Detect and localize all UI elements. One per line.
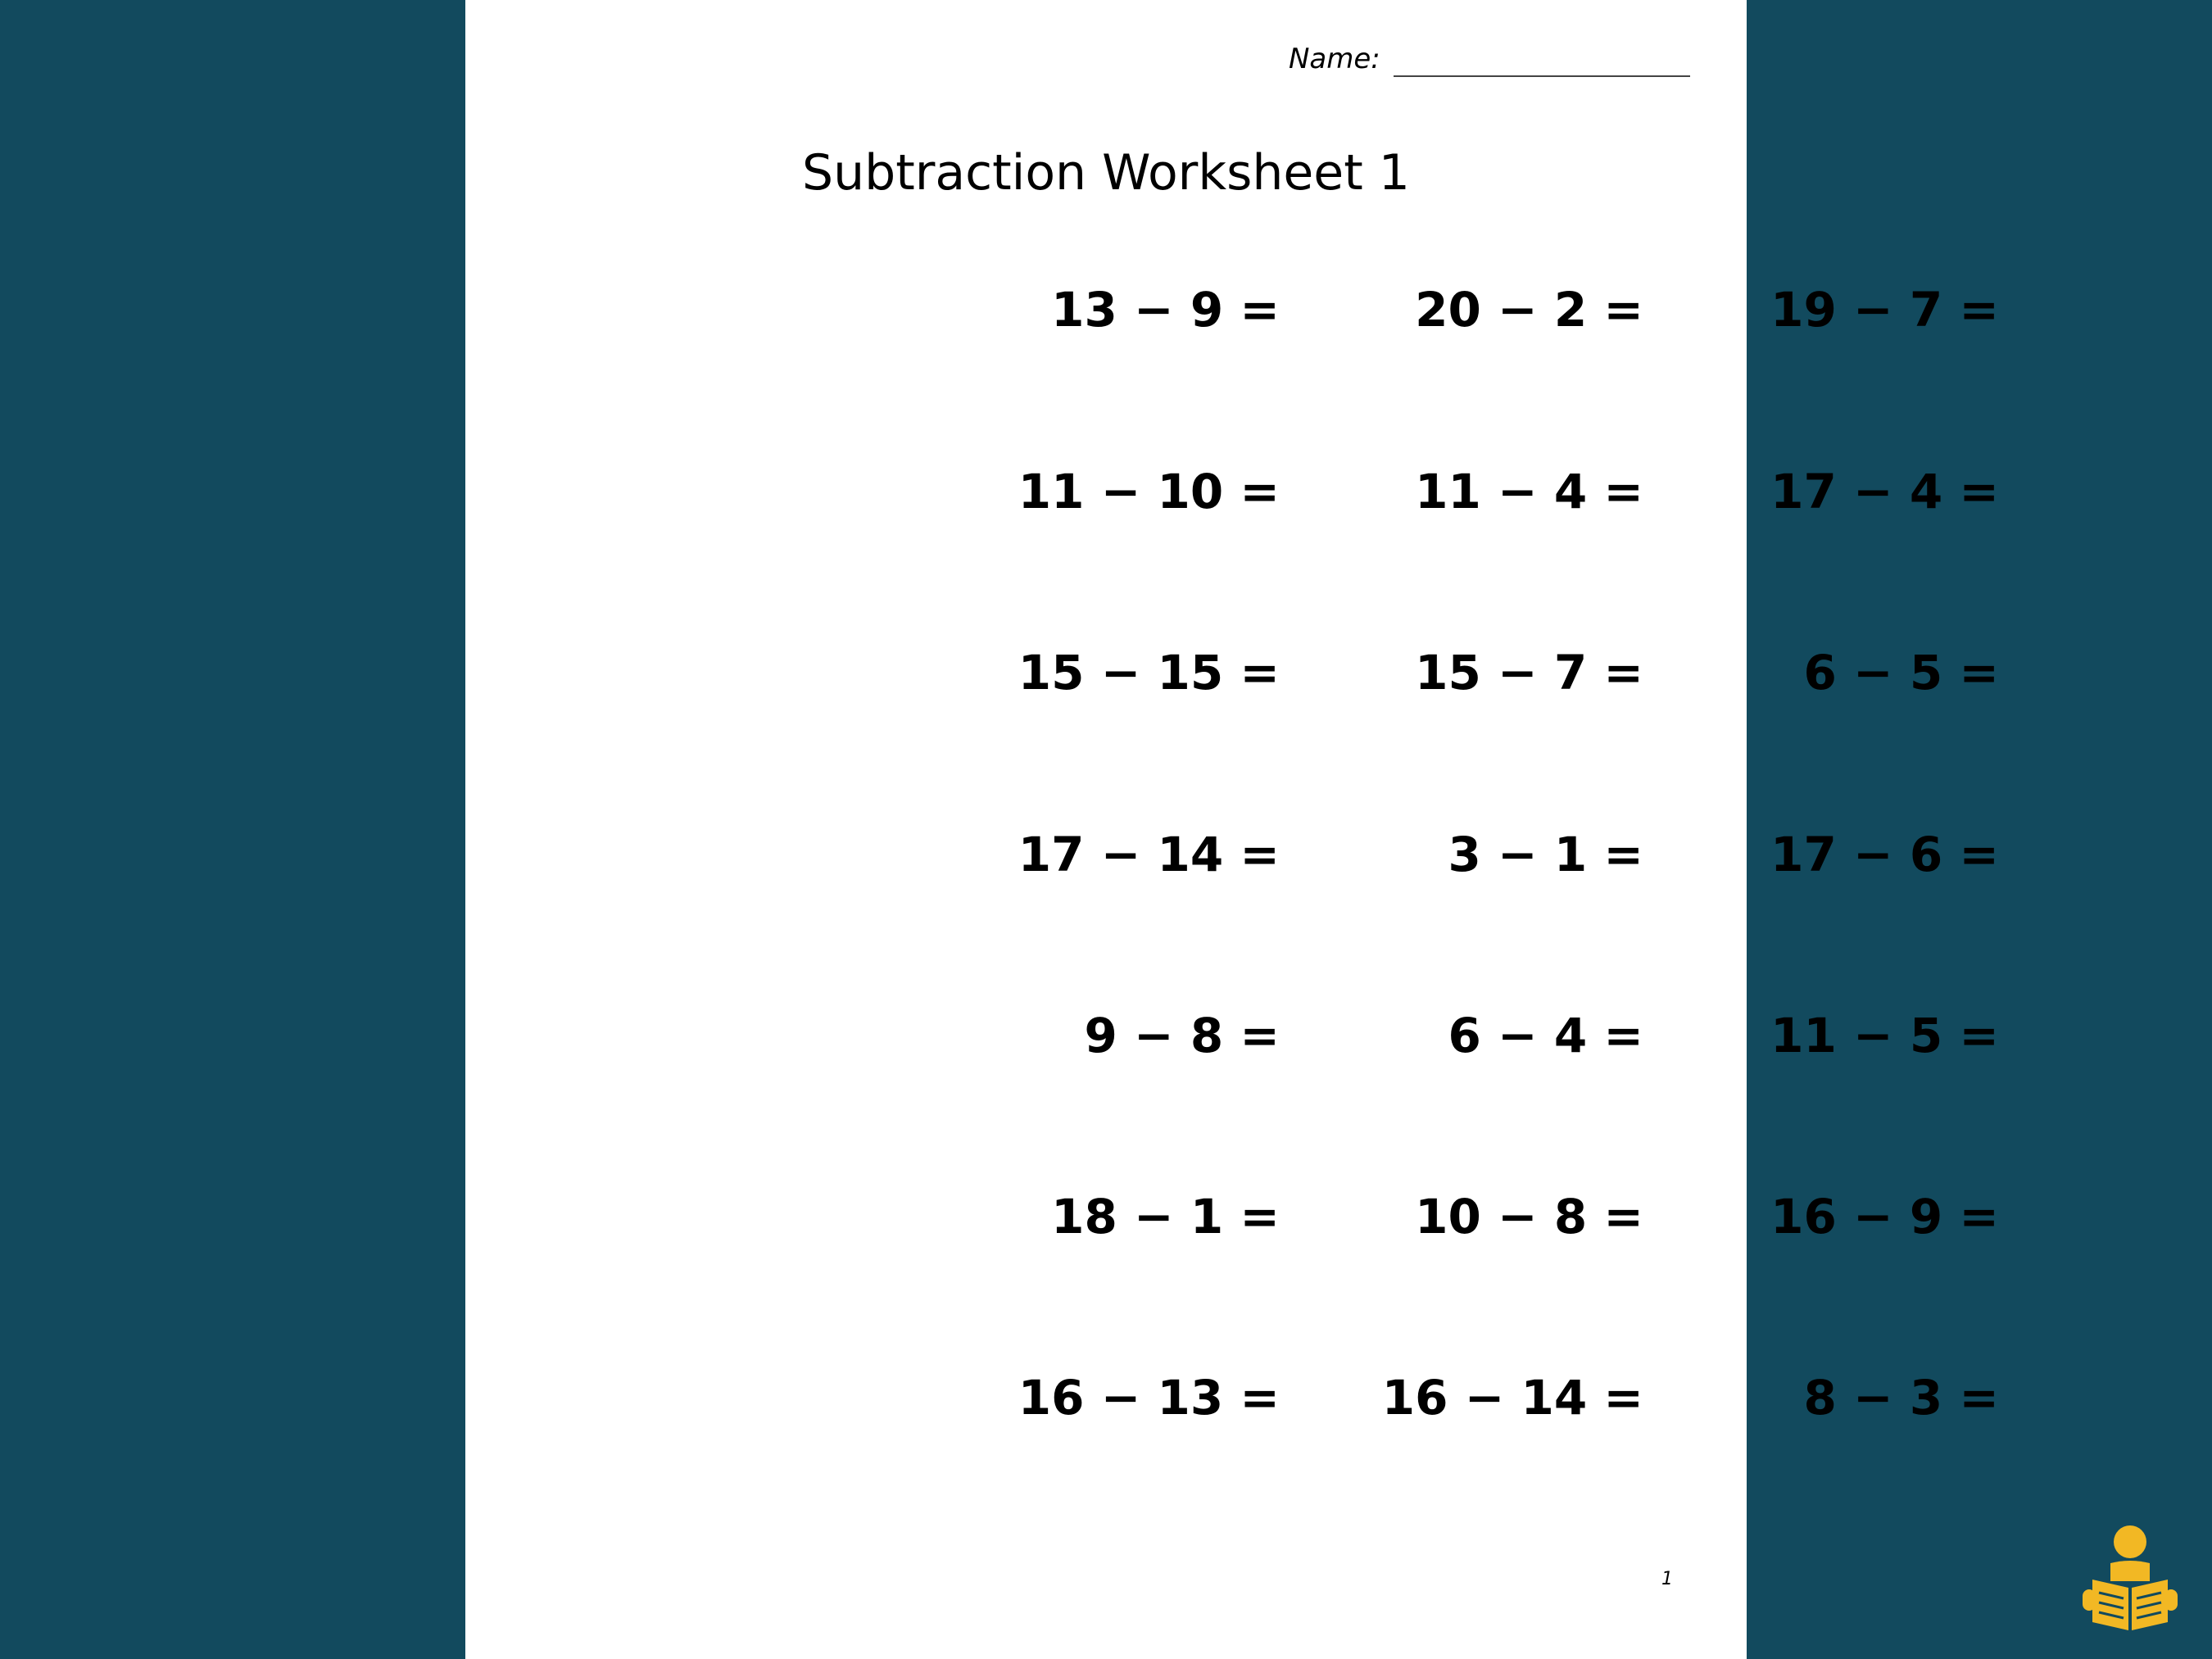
problem: 19 − 7 = <box>1770 282 1999 338</box>
problem: 6 − 4 = <box>1448 1008 1643 1063</box>
problem: 6 − 5 = <box>1803 645 1999 700</box>
problem: 17 − 14 = <box>1018 827 1280 882</box>
problem: 15 − 7 = <box>1415 645 1643 700</box>
problem: 20 − 2 = <box>1415 282 1643 338</box>
problem: 18 − 1 = <box>1051 1189 1280 1244</box>
name-label: Name: <box>1289 43 1380 75</box>
problem: 8 − 3 = <box>1803 1370 1999 1426</box>
reading-person-icon <box>2081 1522 2179 1634</box>
worksheet-title: Subtraction Worksheet 1 <box>802 144 1410 202</box>
problem: 16 − 9 = <box>1770 1189 1999 1244</box>
problem: 13 − 9 = <box>1051 282 1280 338</box>
problem: 15 − 15 = <box>1018 645 1280 700</box>
problem: 17 − 4 = <box>1770 464 1999 519</box>
worksheet-page <box>465 0 1999 1659</box>
problem: 3 − 1 = <box>1448 827 1643 882</box>
problem: 11 − 10 = <box>1018 464 1280 519</box>
problem: 16 − 14 = <box>1381 1370 1643 1426</box>
problem-grid <box>465 0 1999 1659</box>
page-number: 1 <box>1661 1569 1673 1589</box>
problem: 11 − 5 = <box>1770 1008 1999 1063</box>
problem: 17 − 6 = <box>1770 827 1999 882</box>
problem: 16 − 13 = <box>1018 1370 1280 1426</box>
problem: 11 − 4 = <box>1415 464 1643 519</box>
problem: 9 − 8 = <box>1084 1008 1280 1063</box>
problem: 10 − 8 = <box>1415 1189 1643 1244</box>
